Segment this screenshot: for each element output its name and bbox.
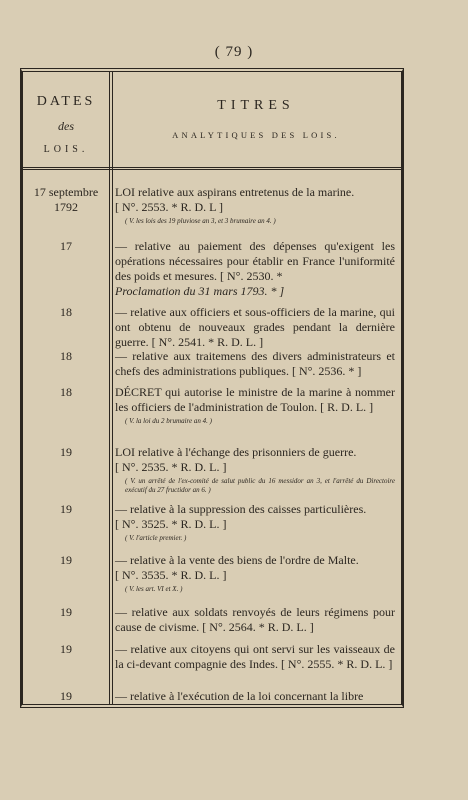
- entry-date: 18: [60, 385, 72, 399]
- entry-note: ( V. les lois des 19 pluviose an 3, et 3 brumaire an 4. ): [125, 217, 276, 225]
- entry-title: — relative aux citoyens qui ont servi sur les vaisseaux de la ci-devant compagnie des Indes. [ N°. 2555. * R. D. L. ]: [115, 642, 395, 671]
- titres-title: TITRES: [217, 98, 295, 113]
- dates-lois: LOIS.: [43, 144, 89, 155]
- entry-text: [115, 385, 395, 426]
- entry-reference: [ N°. 3535. * R. D. L. ]: [115, 568, 227, 582]
- entry-reference: [ N°. 3525. * R. D. L. ]: [115, 517, 227, 531]
- page-number: ( 79 ): [214, 44, 254, 60]
- entry-date: 19: [60, 445, 72, 459]
- entry-text: [115, 185, 395, 226]
- entry-date: 19: [60, 553, 72, 567]
- entry-note: ( V. la loi du 2 brumaire an 4. ): [125, 417, 212, 425]
- dates-title: DATES: [36, 94, 96, 109]
- entry-date: 18: [60, 305, 72, 319]
- entry-note: ( V. un arrêté de l'ex-comité de salut public du 16 messidor an 3, et l'arrêté du Directoire exécutif du 27 fructidor an 6. ): [125, 477, 395, 494]
- entry-title: — relative au paiement des dépenses qu'exigent les opérations nécessaires pour établir en France l'uniformité des poids et mesures. [ N°. 2530. *: [115, 239, 395, 283]
- entry-title: — relative aux traitemens des divers administrateurs et chefs des administrations publiques. [ N°. 2536. * ]: [115, 349, 395, 378]
- entry-note: ( V. les art. VI et X. ): [125, 585, 183, 593]
- entry-date: 17 septembre 1792: [33, 185, 99, 214]
- titres-subtitle: ANALYTIQUES DES LOIS.: [172, 130, 340, 140]
- dates-column-header: [23, 90, 109, 162]
- entry-date: 19: [60, 689, 72, 703]
- entry-text: [115, 349, 395, 379]
- law-table: [20, 68, 404, 708]
- entry-title: LOI relative à l'échange des prisonniers de guerre.: [115, 445, 357, 459]
- entry-title: — relative à la suppression des caisses particulières.: [115, 502, 367, 516]
- entry-text: [115, 605, 395, 635]
- entry-text: [115, 642, 395, 672]
- entry-date: 19: [60, 502, 72, 516]
- entry-proclamation: Proclamation du 31 mars 1793. * ]: [115, 284, 285, 298]
- entry-title: — relative aux officiers et sous-officiers de la marine, qui ont obtenu de nouveaux grades pendant la dernière guerre. [ N°. 2541. * R. D. L. ]: [115, 305, 395, 349]
- entry-text: [115, 502, 395, 543]
- entry-date: 19: [60, 605, 72, 619]
- entry-text: [115, 689, 395, 704]
- entry-reference: [ N°. 2553. * R. D. L ]: [115, 200, 224, 214]
- header-divider: [23, 167, 401, 170]
- entry-text: [115, 445, 395, 495]
- entry-text: [115, 305, 395, 350]
- entry-date: 19: [60, 642, 72, 656]
- entry-date: 17: [60, 239, 72, 253]
- entry-title: LOI relative aux aspirans entretenus de la marine.: [115, 185, 355, 199]
- entry-title: — relative aux soldats renvoyés de leurs régimens pour cause de civisme. [ N°. 2564. * R. D. L. ]: [115, 605, 395, 634]
- entry-text: [115, 553, 395, 594]
- entry-note: ( V. l'article premier. ): [125, 534, 187, 542]
- entry-reference: [ N°. 2535. * R. D. L. ]: [115, 460, 227, 474]
- dates-des: des: [58, 119, 74, 133]
- entry-title: — relative à la vente des biens de l'ordre de Malte.: [115, 553, 359, 567]
- entry-title: — relative à l'exécution de la loi concernant la libre: [115, 689, 364, 703]
- entry-text: [115, 239, 395, 299]
- entry-date: 18: [60, 349, 72, 363]
- titres-column-header: [115, 98, 397, 140]
- entry-title: DÉCRET qui autorise le ministre de la marine à nommer les officiers de l'administration de Toulon. [ R. D. L. ]: [115, 385, 395, 414]
